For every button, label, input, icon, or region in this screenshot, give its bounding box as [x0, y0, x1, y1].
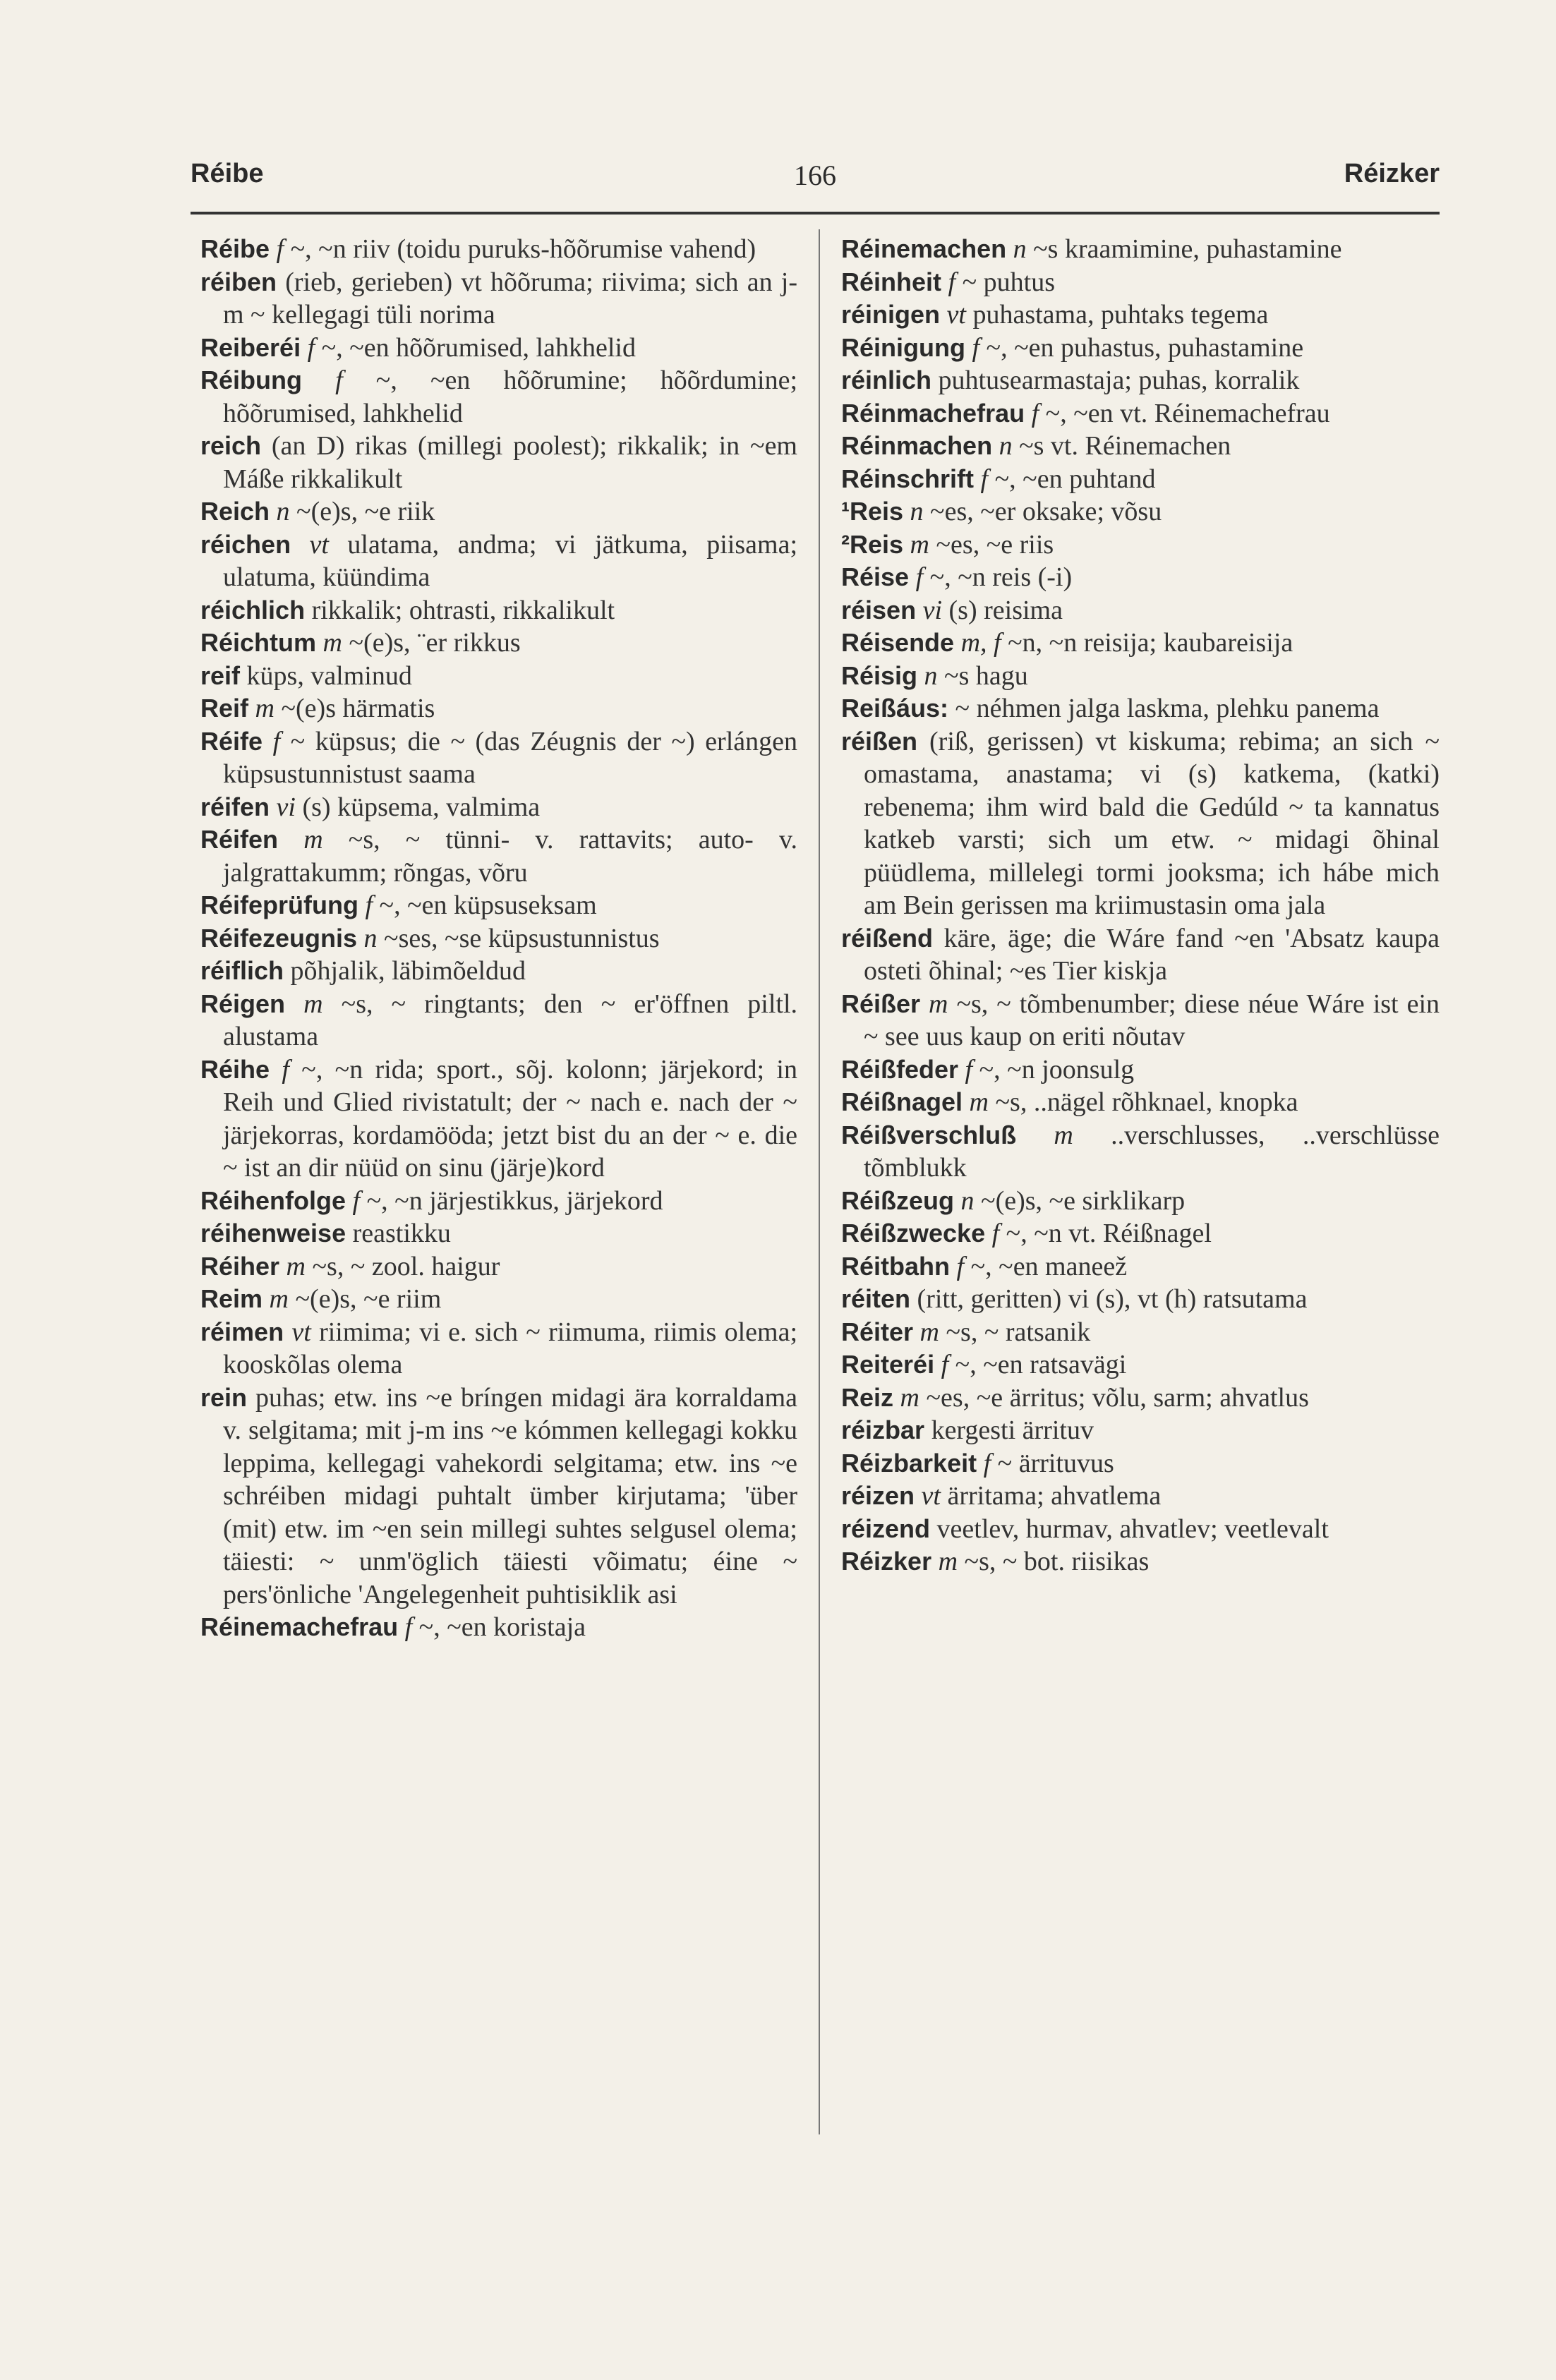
entry-headword: Reim [200, 1284, 263, 1313]
dictionary-entry [841, 1185, 1440, 1218]
entry-grammar: f [1031, 398, 1039, 428]
entry-grammar: f [276, 234, 284, 264]
entry-definition: ~, ~en hõõrumised, lahkhelid [315, 332, 636, 363]
right-column [841, 233, 1440, 1578]
column-divider [819, 229, 820, 2134]
entry-grammar: vt [291, 1317, 311, 1347]
dictionary-entry [200, 692, 797, 725]
entry-definition: ~, ~en koristaja [412, 1612, 586, 1642]
entry-headword: Réibung [200, 366, 302, 394]
entry-grammar: n [960, 1185, 975, 1216]
entry-definition: veetlev, hurmav, ahvatlev; veetlevalt [936, 1514, 1329, 1544]
dictionary-entry [200, 660, 797, 693]
dictionary-entry [841, 1217, 1440, 1250]
entry-grammar: f [282, 1054, 289, 1085]
entry-grammar: f [980, 464, 989, 494]
entry-headword: réisen [841, 595, 917, 624]
entry-grammar: n [999, 431, 1013, 461]
entry-definition: ~es, ~er oksake; võsu [923, 497, 1162, 526]
entry-grammar: m [269, 1284, 289, 1314]
entry-definition: ~n, ~n reisija; kaubareisija [1001, 628, 1293, 658]
dictionary-entry [841, 922, 1440, 988]
entry-headword: Réizbarkeit [841, 1448, 977, 1478]
entry-grammar: m [322, 628, 342, 658]
entry-definition: ~s, ~ tünni- v. rattavits; auto- v. jalgrattakumm; rõngas, võru [223, 825, 798, 888]
entry-headword: Réigen [200, 989, 286, 1018]
entry-headword: réiflich [200, 956, 284, 985]
entry-headword: Réißverschluß [841, 1120, 1017, 1149]
entry-definition: põhjalik, läbimõeldud [290, 956, 526, 986]
page-number: 166 [794, 159, 836, 191]
entry-definition: ~, ~en ratsavägi [948, 1350, 1127, 1379]
entry-grammar: f [983, 1448, 991, 1478]
dictionary-entry [841, 298, 1440, 332]
header-left-guide-word: Réibe [191, 159, 264, 188]
entry-grammar: m [919, 1317, 939, 1347]
dictionary-entry [841, 1382, 1440, 1415]
page-header [191, 159, 1440, 208]
entry-headword: réiten [841, 1284, 911, 1313]
entry-headword: Réinheit [841, 267, 942, 296]
dictionary-entry [841, 430, 1440, 463]
dictionary-entry [841, 594, 1440, 627]
entry-grammar: n [910, 497, 924, 526]
dictionary-entry [841, 1119, 1440, 1185]
entry-headword: Réifeprüfung [200, 890, 358, 919]
entry-headword: Réißzwecke [841, 1219, 986, 1248]
entry-grammar: n [363, 923, 378, 953]
dictionary-entry [841, 1447, 1440, 1480]
entry-headword: réiben [200, 267, 277, 296]
entry-grammar: f [941, 1350, 949, 1379]
entry-grammar: m [255, 694, 275, 723]
dictionary-entry [200, 266, 797, 332]
entry-headword: ¹Reis [841, 497, 904, 526]
entry-headword: réimen [200, 1317, 284, 1346]
entry-definition: kergesti ärrituv [931, 1415, 1094, 1445]
entry-headword: reif [200, 660, 241, 690]
dictionary-entry [841, 1513, 1440, 1546]
dictionary-entry [200, 922, 797, 955]
entry-headword: réißen [841, 726, 918, 756]
entry-headword: Réisende [841, 628, 955, 657]
entry-grammar: n [276, 497, 290, 526]
entry-grammar: f [948, 267, 956, 297]
entry-definition: ~s vt. Réinemachen [1012, 431, 1231, 461]
dictionary-entry [200, 430, 797, 495]
entry-grammar: f [965, 1054, 973, 1085]
entry-definition: (riß, gerissen) vt kiskuma; rebima; an sich ~ omastama, anastama; vi (s) katkema, (katki) rebenema; ihm wird bald die Gedúld ~ ta kannatus katkeb varsti; sich um etw. ~ midagi õhinal püüdlema, millelegi tormi jooksma; ich hábe mich am Bein gerissen ma kriimustasin oma jala [864, 726, 1440, 920]
dictionary-entry [841, 332, 1440, 365]
dictionary-entry [841, 233, 1440, 266]
entry-definition: reastikku [352, 1219, 451, 1248]
dictionary-entry [200, 594, 797, 627]
entry-definition: ~ puhtus [955, 267, 1055, 297]
entry-grammar: vt [921, 1481, 941, 1511]
entry-headword: Réißfeder [841, 1054, 959, 1084]
entry-headword: Reiteréi [841, 1350, 935, 1379]
dictionary-entry [200, 233, 797, 266]
dictionary-entry [200, 889, 797, 922]
entry-headword: Réifen [200, 825, 279, 854]
entry-grammar: m [303, 825, 323, 854]
entry-headword: Réise [841, 562, 910, 591]
entry-headword: reich [200, 431, 262, 460]
entry-grammar: f [335, 366, 343, 395]
dictionary-entry [841, 627, 1440, 660]
entry-grammar: m [303, 989, 323, 1019]
entry-grammar: f [956, 1251, 965, 1281]
entry-headword: réizbar [841, 1415, 925, 1444]
entry-grammar: vt [309, 529, 329, 560]
entry-definition: puhas; etw. ins ~e bríngen midagi ära korraldama v. selgitama; mit j-m ins ~e kómmen kellegagi kokku leppima, kellegagi vahekordi selgitama; etw. ins ~e schréiben midagi puhtalt ümber kirjutama; 'über (mit) etw. im ~en sein millegi suhtes selgusel olema; täiesti: ~ unm'öglich täiesti võimatu; éine ~ pers'önliche 'Angelegenheit puhtisiklik asi [223, 1382, 797, 1609]
entry-definition: ~, ~en puhtand [988, 464, 1156, 494]
entry-definition: ~, ~n joonsulg [972, 1054, 1135, 1085]
entry-headword: Réinemachen [841, 234, 1007, 263]
entry-grammar: m [929, 989, 948, 1019]
entry-definition: ~ néhmen jalga laskma, plehku panema [955, 694, 1380, 723]
entry-headword: Réifezeugnis [200, 923, 358, 953]
entry-definition: ~s hagu [937, 660, 1028, 691]
dictionary-entry [841, 495, 1440, 528]
entry-headword: Réinemachefrau [200, 1612, 399, 1641]
dictionary-entry [200, 823, 797, 889]
entry-grammar: f [307, 332, 315, 363]
entry-headword: Réißer [841, 989, 921, 1018]
entry-definition: ~s, ~ ringtants; den ~ er'öffnen piltl. alustama [223, 989, 797, 1051]
entry-definition: ~s, ~ tõmbenumber; diese néue Wáre ist ein ~ see uus kaup on eriti nõutav [864, 989, 1440, 1051]
dictionary-entry [841, 1086, 1440, 1119]
dictionary-entry [200, 1382, 797, 1612]
entry-definition: rikkalik; ohtrasti, rikkalikult [311, 595, 615, 625]
entry-definition: ~es, ~e ärritus; võlu, sarm; ahvatlus [919, 1382, 1309, 1413]
entry-headword: réizen [841, 1481, 915, 1510]
dictionary-entry [200, 1053, 797, 1185]
entry-definition: ~, ~n reis (-i) [923, 562, 1073, 592]
entry-grammar: n [1013, 234, 1027, 264]
entry-grammar: f [352, 1185, 361, 1216]
entry-headword: réifen [200, 792, 270, 821]
entry-definition: ~, ~en maneež [964, 1251, 1128, 1281]
dictionary-entry [841, 1283, 1440, 1316]
dictionary-entry [841, 1480, 1440, 1513]
entry-grammar: m [1054, 1120, 1073, 1150]
dictionary-entry [841, 1414, 1440, 1447]
entry-definition: küps, valminud [246, 660, 412, 691]
entry-definition: (s) küpsema, valmima [295, 792, 541, 822]
dictionary-entry [200, 1316, 797, 1382]
entry-headword: Reich [200, 497, 270, 526]
entry-definition: ärritama; ahvatlema [940, 1481, 1162, 1511]
entry-headword: Reiberéi [200, 332, 301, 362]
entry-grammar: vt [946, 300, 966, 330]
entry-grammar: f [272, 726, 281, 756]
header-right-guide-word: Réizker [1344, 159, 1440, 188]
entry-definition: riimima; vi e. sich ~ riimuma, riimis olema; kooskõlas olema [223, 1317, 798, 1379]
dictionary-entry [841, 660, 1440, 693]
dictionary-entry [841, 463, 1440, 496]
dictionary-entry [841, 1348, 1440, 1382]
dictionary-entry [200, 1217, 797, 1250]
left-column [200, 233, 797, 1644]
entry-headword: Réiher [200, 1251, 280, 1281]
dictionary-entry [841, 397, 1440, 430]
entry-headword: Réife [200, 726, 263, 756]
dictionary-entry [200, 725, 797, 791]
entry-grammar: f [915, 562, 924, 592]
dictionary-entry [841, 528, 1440, 562]
entry-headword: réichen [200, 529, 291, 559]
entry-definition: ~es, ~e riis [929, 529, 1054, 560]
dictionary-entry [200, 332, 797, 365]
entry-headword: Réihenfolge [200, 1185, 346, 1215]
entry-headword: Réinigung [841, 332, 965, 362]
dictionary-entry [841, 1545, 1440, 1578]
entry-grammar: m, f [960, 628, 1001, 658]
dictionary-entry [841, 725, 1440, 922]
dictionary-entry [200, 495, 797, 528]
dictionary-entry [200, 791, 797, 824]
entry-definition: käre, äge; die Wáre fand ~en 'Absatz kaupa osteti õhinal; ~es Tier kiskja [864, 923, 1440, 986]
entry-headword: réißend [841, 923, 934, 953]
entry-headword: Réihe [200, 1054, 270, 1084]
entry-definition: ~, ~n rida; sport., sõj. kolonn; järjekord; in Reih und Glied rivistatult; der ~ nach e. nach der ~ järjekorras, kordamööda; jetzt bist du an der ~ e. die ~ ist an dir nüüd on sinu (järje)kord [223, 1054, 797, 1183]
entry-grammar: n [924, 660, 938, 691]
entry-headword: réihenweise [200, 1219, 346, 1248]
entry-headword: Reißáus: [841, 694, 949, 723]
dictionary-entry [200, 364, 797, 430]
entry-definition: ~ ärrituvus [991, 1448, 1114, 1478]
header-rule [191, 212, 1440, 215]
entry-headword: rein [200, 1382, 248, 1412]
dictionary-entry [200, 1250, 797, 1283]
entry-headword: Réiter [841, 1317, 914, 1346]
entry-definition: ~s kraamimine, puhastamine [1026, 234, 1342, 264]
entry-grammar: f [991, 1219, 1000, 1248]
entry-definition: ..verschlusses, ..verschlüsse tõmblukk [864, 1120, 1440, 1183]
entry-headword: ²Reis [841, 529, 904, 559]
entry-definition: ~(e)s, ~e sirklikarp [974, 1185, 1186, 1216]
entry-grammar: vi [276, 792, 296, 822]
entry-grammar: m [938, 1547, 958, 1576]
entry-headword: Réitbahn [841, 1251, 951, 1281]
entry-grammar: vi [922, 595, 943, 625]
entry-definition: ~, ~n vt. Réißnagel [999, 1219, 1212, 1248]
entry-headword: Réinschrift [841, 464, 975, 493]
dictionary-entry [841, 988, 1440, 1053]
dictionary-entry [200, 627, 797, 660]
dictionary-entry [841, 561, 1440, 594]
entry-headword: Réißzeug [841, 1185, 955, 1215]
entry-definition: puhtusearmastaja; puhas, korralik [938, 366, 1300, 395]
entry-definition: (an D) rikas (millegi poolest); rikkalik; in ~em Máße rikkalikult [223, 431, 797, 494]
entry-definition: ~, ~n järjestikkus, järjekord [360, 1185, 663, 1216]
dictionary-entry [200, 955, 797, 988]
dictionary-entry [841, 1053, 1440, 1087]
entry-headword: réinlich [841, 366, 932, 394]
entry-definition: ~(e)s, ~e riik [289, 497, 435, 526]
entry-definition: ~s, ..nägel rõhknael, knopka [989, 1087, 1298, 1117]
entry-headword: Réisig [841, 660, 918, 690]
entry-definition: ~, ~en küpsuseksam [373, 890, 597, 920]
entry-grammar: m [910, 529, 929, 560]
entry-headword: Réinmachen [841, 431, 993, 460]
entry-grammar: m [969, 1087, 989, 1117]
dictionary-entry [841, 1250, 1440, 1283]
entry-definition: puhastama, puhtaks tegema [965, 300, 1269, 330]
dictionary-entry [200, 1611, 797, 1644]
entry-definition: (ritt, geritten) vi (s), vt (h) ratsutama [917, 1284, 1308, 1314]
entry-headword: réichlich [200, 595, 306, 624]
entry-definition: (s) reisima [942, 595, 1063, 625]
entry-definition: ~s, ~ zool. haigur [306, 1251, 500, 1281]
entry-headword: Réizker [841, 1547, 932, 1576]
dictionary-entry [841, 1316, 1440, 1349]
entry-headword: Réißnagel [841, 1087, 963, 1116]
dictionary-entry [200, 1185, 797, 1218]
entry-definition: ~, ~n riiv (toidu puruks-hõõrumise vahend) [284, 234, 756, 264]
entry-grammar: f [365, 890, 373, 920]
entry-grammar: m [900, 1382, 919, 1413]
entry-headword: Reif [200, 694, 249, 723]
entry-grammar: f [972, 332, 980, 363]
entry-definition: ~(e)s, ~e riim [288, 1284, 442, 1314]
entry-headword: Réichtum [200, 628, 317, 657]
dictionary-entry [841, 266, 1440, 299]
entry-definition: (rieb, gerieben) vt hõõruma; riivima; sich an j-m ~ kellegagi tüli norima [223, 267, 797, 330]
dictionary-entry [200, 1283, 797, 1316]
entry-headword: réizend [841, 1514, 931, 1543]
entry-definition: ~, ~en vt. Réinemachefrau [1039, 398, 1330, 428]
entry-definition: ~(e)s härmatis [274, 694, 435, 723]
entry-grammar: m [286, 1251, 306, 1281]
entry-definition: ulatama, andma; vi jätkuma, piisama; ulatuma, küündima [223, 529, 797, 592]
entry-definition: ~, ~en hõõrumine; hõõrdumine; hõõrumised, lahkhelid [223, 366, 798, 428]
entry-definition: ~, ~en puhastus, puhastamine [979, 332, 1304, 363]
entry-definition: ~ses, ~se küpsustunnistus [377, 923, 660, 953]
entry-definition: ~ küpsus; die ~ (das Zéugnis der ~) erlángen küpsustunnistust saama [223, 726, 797, 789]
dictionary-entry [841, 364, 1440, 397]
dictionary-entry [200, 528, 797, 594]
entry-definition: ~s, ~ ratsanik [939, 1317, 1091, 1347]
entry-headword: Réibe [200, 234, 270, 263]
entry-grammar: f [404, 1612, 413, 1642]
entry-headword: Reiz [841, 1382, 894, 1412]
entry-definition: ~s, ~ bot. riisikas [958, 1547, 1150, 1576]
dictionary-entry [841, 692, 1440, 725]
entry-definition: ~(e)s, ¨er rikkus [342, 628, 521, 658]
entry-headword: réinigen [841, 300, 941, 329]
dictionary-entry [200, 988, 797, 1053]
entry-headword: Réinmachefrau [841, 398, 1025, 428]
